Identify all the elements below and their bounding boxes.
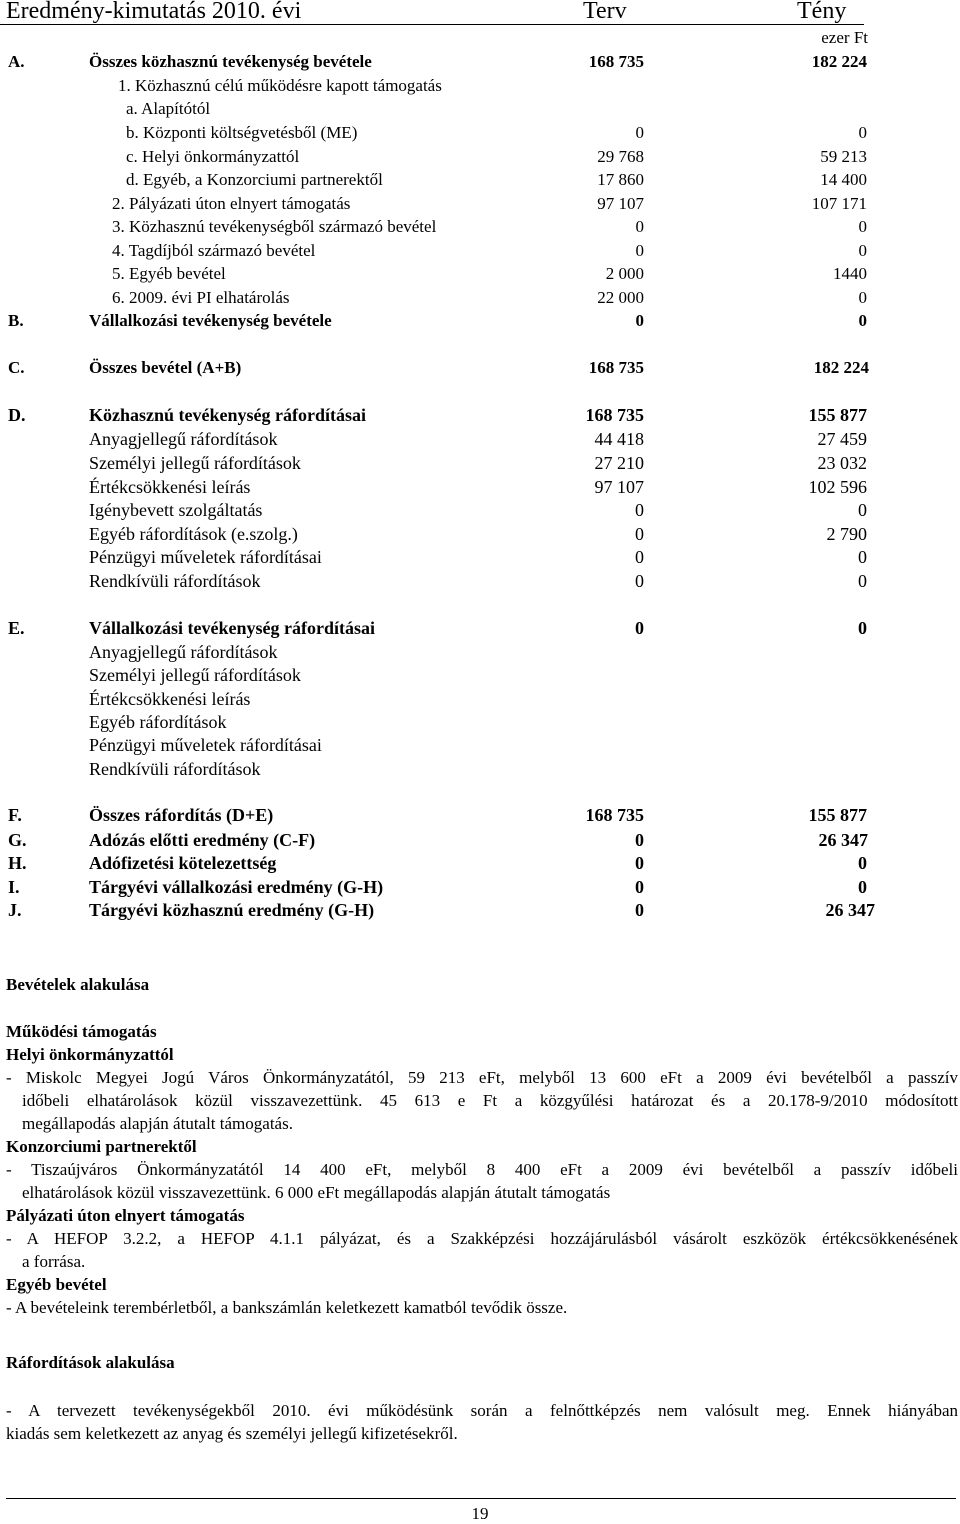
plan-value: 0 [635, 877, 644, 897]
statement-title: Eredmény-kimutatás 2010. évi [6, 0, 302, 24]
local-gov-text-line: időbeli elhatárolások közül visszavezettünk. 45 613 e Ft a közgyűlési határozat és a 20.178-9/2010 módosított [22, 1091, 958, 1110]
row-label: Tárgyévi vállalkozási eredmény (G-H) [89, 877, 384, 897]
row-letter: A. [8, 52, 25, 71]
plan-value: 2 000 [605, 264, 644, 283]
actual-value: 2 790 [826, 524, 867, 544]
statement-row [0, 663, 960, 687]
plan-value: 168 735 [588, 52, 644, 71]
actual-value: 0 [858, 618, 867, 638]
row-label: c. Helyi önkormányzattól [126, 147, 300, 166]
row-label: Összes bevétel (A+B) [89, 358, 242, 377]
statement-row [0, 803, 960, 827]
plan-column-header: Terv [583, 0, 627, 24]
row-label: Rendkívüli ráfordítások [89, 759, 261, 779]
row-label: a. Alapítótól [126, 99, 211, 118]
row-label: Összes közhasznú tevékenység bevétele [89, 52, 372, 71]
statement-row [0, 356, 960, 380]
expenses-text-line: kiadás sem keletkezett az anyag és személyi jellegű kifizetésekről. [6, 1424, 458, 1443]
row-label: 2. Pályázati úton elnyert támogatás [112, 194, 351, 213]
actual-value: 0 [858, 241, 867, 260]
statement-row [0, 710, 960, 734]
row-letter: I. [8, 877, 20, 897]
row-label: Értékcsökkenési leírás [89, 689, 251, 709]
expenses-heading: Ráfordítások alakulása [6, 1353, 175, 1372]
row-label: Adófizetési kötelezettség [89, 853, 277, 873]
statement-row [0, 74, 960, 98]
plan-value: 0 [635, 900, 644, 920]
row-label: 4. Tagdíjból származó bevétel [112, 241, 316, 260]
actual-value: 0 [858, 571, 867, 591]
plan-value: 0 [635, 524, 644, 544]
row-label: Pénzügyi műveletek ráfordításai [89, 547, 322, 567]
row-label: Pénzügyi műveletek ráfordításai [89, 735, 322, 755]
statement-row [0, 898, 960, 922]
revenues-heading: Bevételek alakulása [6, 975, 150, 994]
plan-value: 22 000 [597, 288, 644, 307]
statement-row [0, 851, 960, 875]
plan-value: 0 [635, 311, 644, 330]
statement-row [0, 875, 960, 899]
statement-row [0, 215, 960, 239]
plan-value: 0 [635, 853, 644, 873]
actual-value: 155 877 [808, 805, 867, 825]
row-letter: C. [8, 358, 25, 377]
statement-row [0, 239, 960, 263]
statement-row [0, 828, 960, 852]
row-label: 6. 2009. évi PI elhatárolás [112, 288, 290, 307]
consortium-heading: Konzorciumi partnerektől [6, 1137, 197, 1156]
row-label: b. Központi költségvetésből (ME) [126, 123, 358, 142]
actual-value: 0 [858, 877, 867, 897]
plan-value: 0 [635, 571, 644, 591]
plan-value: 44 418 [594, 429, 644, 449]
plan-value: 0 [635, 241, 644, 260]
row-label: Adózás előtti eredmény (C-F) [89, 830, 316, 850]
expense-notes-body [6, 1399, 958, 1445]
plan-value: 0 [635, 830, 644, 850]
header-underline [0, 24, 864, 25]
plan-value: 29 768 [597, 147, 644, 166]
statement-row [0, 168, 960, 192]
actual-value: 155 877 [808, 405, 867, 425]
statement-row [0, 569, 960, 593]
consortium-text-line: elhatárolások közül visszavezettünk. 6 000 eFt megállapodás alapján átutalt támogatás [22, 1183, 611, 1202]
row-label: Rendkívüli ráfordítások [89, 571, 261, 591]
actual-value: 0 [858, 288, 867, 307]
row-label: Egyéb ráfordítások [89, 712, 227, 732]
actual-column-header: Tény [797, 0, 847, 24]
actual-value: 0 [858, 500, 867, 520]
actual-value: 27 459 [817, 429, 867, 449]
actual-value: 0 [858, 217, 867, 236]
plan-value: 97 107 [594, 477, 644, 497]
actual-value: 14 400 [820, 170, 867, 189]
actual-value: 0 [858, 123, 867, 142]
statement-row [0, 427, 960, 451]
revenue-notes [6, 1020, 958, 1319]
row-label: Értékcsökkenési leírás [89, 477, 251, 497]
plan-value: 168 735 [585, 805, 644, 825]
footer-rule [6, 1498, 956, 1499]
statement-row [0, 616, 960, 640]
actual-value: 107 171 [811, 194, 867, 213]
statement-row [0, 262, 960, 286]
plan-value: 168 735 [588, 358, 644, 377]
actual-value: 0 [858, 547, 867, 567]
actual-value: 26 347 [825, 900, 875, 920]
statement-row [0, 687, 960, 711]
tender-text-line: - A HEFOP 3.2.2, a HEFOP 4.1.1 pályázat, és a Szakképzési hozzájárulásból vásárolt eszközök értékcsökkenésének [6, 1229, 958, 1248]
statement-row [0, 545, 960, 569]
statement-row [0, 640, 960, 664]
statement-row [0, 733, 960, 757]
actual-value: 102 596 [808, 477, 867, 497]
statement-row [0, 403, 960, 427]
row-label: Személyi jellegű ráfordítások [89, 665, 301, 685]
actual-value: 26 347 [818, 830, 868, 850]
expenses-text-line: - A tervezett tevékenységekből 2010. évi működésünk során a felnőttképzés nem valósult meg. Ennek hiányában [6, 1401, 958, 1420]
actual-value: 182 224 [811, 52, 867, 71]
local-gov-text-line: megállapodás alapján átutalt támogatás. [22, 1114, 293, 1133]
statement-row [0, 121, 960, 145]
operating-support-heading: Működési támogatás [6, 1022, 157, 1041]
unit-label: ezer Ft [821, 28, 868, 47]
statement-row [0, 757, 960, 781]
plan-value: 0 [635, 618, 644, 638]
notes-section [6, 973, 958, 996]
statement-row [0, 286, 960, 310]
plan-value: 168 735 [585, 405, 644, 425]
row-label: Vállalkozási tevékenység bevétele [89, 311, 332, 330]
statement-row [0, 97, 960, 121]
local-gov-text-line: - Miskolc Megyei Jogú Város Önkormányzatától, 59 213 eFt, melyből 13 600 eFt a 2009 évi bevételből a passzív [6, 1068, 958, 1087]
row-label: Összes ráfordítás (D+E) [89, 805, 274, 825]
actual-value: 23 032 [817, 453, 867, 473]
page-number: 19 [471, 1504, 489, 1523]
tender-text-line: a forrása. [22, 1252, 86, 1271]
row-label: d. Egyéb, a Konzorciumi partnerektől [126, 170, 383, 189]
plan-value: 27 210 [594, 453, 644, 473]
statement-row [0, 145, 960, 169]
row-label: 5. Egyéb bevétel [112, 264, 226, 283]
unit-label-row [0, 26, 960, 50]
row-label: Anyagjellegű ráfordítások [89, 429, 278, 449]
actual-value: 1440 [833, 264, 867, 283]
statement-row [0, 475, 960, 499]
plan-value: 0 [635, 500, 644, 520]
row-label: Tárgyévi közhasznú eredmény (G-H) [89, 900, 375, 920]
tender-heading: Pályázati úton elnyert támogatás [6, 1206, 245, 1225]
actual-value: 0 [858, 311, 867, 330]
row-label: 3. Közhasznú tevékenységből származó bevétel [112, 217, 437, 236]
actual-value: 59 213 [820, 147, 867, 166]
row-letter: D. [8, 405, 26, 425]
row-letter: J. [8, 900, 22, 920]
statement-row [0, 522, 960, 546]
row-label: 1. Közhasznú célú működésre kapott támogatás [118, 76, 442, 95]
plan-value: 0 [635, 547, 644, 567]
row-letter: G. [8, 830, 27, 850]
row-label: Egyéb ráfordítások (e.szolg.) [89, 524, 298, 544]
consortium-text-line: - Tiszaújváros Önkormányzatától 14 400 eFt, melyből 8 400 eFt a 2009 évi bevételből a passzív időbeli [6, 1160, 958, 1179]
row-label: Személyi jellegű ráfordítások [89, 453, 301, 473]
row-label: Igénybevett szolgáltatás [89, 500, 263, 520]
plan-value: 17 860 [597, 170, 644, 189]
actual-value: 0 [858, 853, 867, 873]
row-label: Anyagjellegű ráfordítások [89, 642, 278, 662]
plan-value: 0 [635, 217, 644, 236]
local-gov-heading: Helyi önkormányzattól [6, 1045, 174, 1064]
other-revenue-text-line: - A bevételeink terembérletből, a bankszámlán keletkezett kamatból tevődik össze. [6, 1298, 568, 1317]
actual-value: 182 224 [813, 358, 869, 377]
statement-row [0, 309, 960, 333]
row-letter: H. [8, 853, 27, 873]
expense-notes [6, 1351, 958, 1374]
statement-row [0, 498, 960, 522]
statement-row [0, 451, 960, 475]
plan-value: 0 [635, 123, 644, 142]
row-letter: F. [8, 805, 22, 825]
row-label: Közhasznú tevékenység ráfordításai [89, 405, 366, 425]
plan-value: 97 107 [597, 194, 644, 213]
row-label: Vállalkozási tevékenység ráfordításai [89, 618, 375, 638]
row-letter: B. [8, 311, 24, 330]
statement-row [0, 50, 960, 74]
statement-header [0, 0, 960, 26]
statement-row [0, 192, 960, 216]
row-letter: E. [8, 618, 25, 638]
other-revenue-heading: Egyéb bevétel [6, 1275, 107, 1294]
